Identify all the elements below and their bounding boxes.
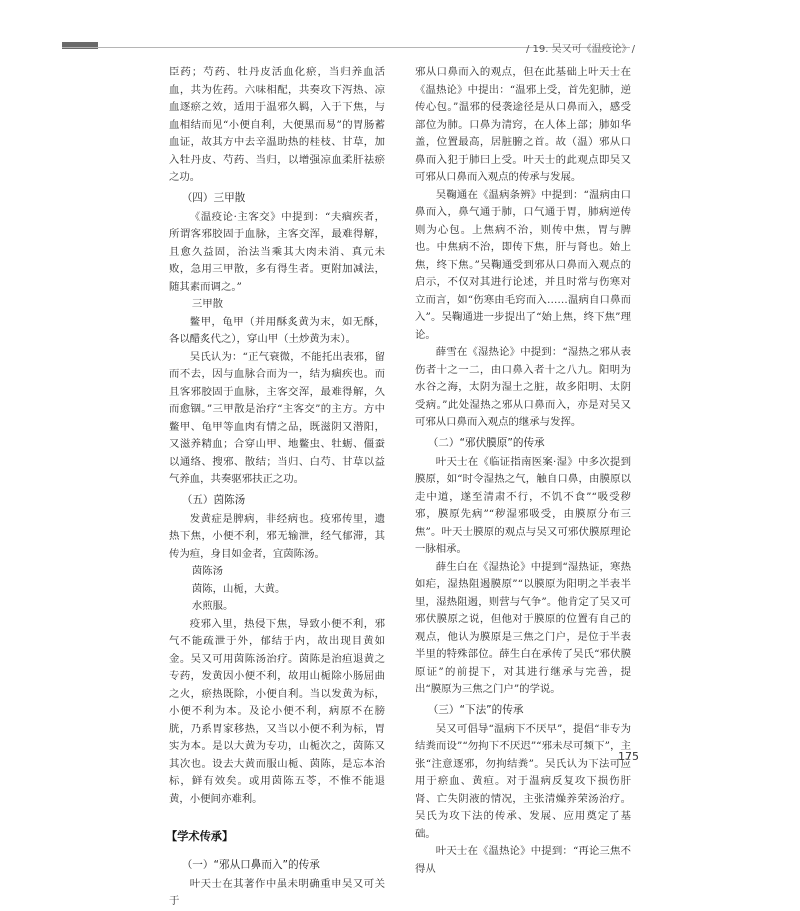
left-column [166,64,385,911]
paragraph: 薛雪在《湿热论》中提到：“湿热之邪从表伤者十之一二，由口鼻入者十之八九。阳明为水谷之海，太阴为湿土之脏，故多阳明、太阴受病。”此处湿热之邪从口鼻而入，亦是对吴又可邪从口鼻而入观点的继承与发挥。 [415,346,631,428]
prescription-name: 三甲散 [191,298,224,310]
prescription-usage: 水煎服。 [191,600,234,612]
paragraph: 吴鞠通在《温病条辨》中提到：“温病由口鼻而入，鼻气通于肺，口气通于胃，肺病逆传则为心包。上焦病不治，则传中焦，胃与脾也。中焦病不治，即传下焦，肝与肾也。始上焦，终下焦。”吴鞠通受到邪从口鼻而入观点的启示，不仅对其进行论述，并且时常与伤寒对立而言，如“伤寒由毛窍而入……温病自口鼻而入”。吴鞠通进一步提出了“始上焦，终下焦”理论。 [415,188,631,341]
section-heading-moyuan: （二）“邪伏膜原”的传承 [427,436,545,449]
paragraph: 臣药；芍药、牡丹皮活血化瘀，当归养血活血，共为佐药。六味相配，共奏攻下泻热、凉血逐瘀之效，适用于温邪久羁，入于下焦，与血相结而见“小便自利，大便黑而易”的胃肠蓄血证，故其方中去辛温助热的桂枝、甘草，加入牡丹皮、芍药、当归，以增强凉血柔肝祛瘀之功。 [169,66,385,183]
section-heading-xiecong: （一）“邪从口鼻而入”的传承 [181,858,320,871]
paragraph: 吴又可倡导“温病下不厌早”，提倡“非专为结粪而设”“勿拘下不厌迟”“邪未尽可频下”，主张“注意逐邪，勿拘结粪”。吴氏认为下法可应用于瘀血、黄疸。对于温病反复攻下损伤肝肾、亡失阴液的情况，主张清燥养荣汤治疗。吴氏为攻下法的传承、发展、应用奠定了基础。 [415,722,631,840]
page-number: 175 [618,750,639,763]
paragraph: 疫邪入里，热侵下焦，导致小便不利，邪气不能疏泄于外，郁结于内，故出现目黄如金。吴又可用茵陈汤治疗。茵陈是治疸退黄之专药，发黄因小便不利，故用山栀除小肠屈曲之火，瘀热既除，小便自利。当以发黄为标，小便不利为本。及论小便不利，病原不在膀胱，乃系胃家移热，又当以小便不利为标，胃实为本。是以大黄为专功，山栀次之，茵陈又其次也。设去大黄而服山栀、茵陈，是忘本治标，鲜有效矣。或用茵陈五苓，不惟不能退黄，小便间亦难利。 [169,617,385,805]
right-column [415,64,631,878]
running-head: / 19. 吴又可《温疫论》/ [526,44,635,55]
paragraph: 邪从口鼻而入的观点，但在此基础上叶天士在《温热论》中提出：“温邪上受，首先犯肺，逆传心包。”温邪的侵袭途径是从口鼻而入，感受部位为肺。口鼻为清窍，在人体上部；肺如华盖，位置最高，居脏腑之首。故（温）邪从口鼻而入犯于肺曰上受。叶天士的此观点即吴又可邪从口鼻而入观点的传承与发展。 [415,66,631,183]
section-heading-yinchen: （五）茵陈汤 [181,493,246,506]
paragraph: 发黄症是脾病，非经病也。疫邪传里，遗热下焦，小便不利，邪无输泄，经气郁滞，其传为疸，身目如金者，宜茵陈汤。 [169,512,385,560]
paragraph: 叶天士在《温热论》中提到：“再论三焦不得从 [415,845,631,875]
paragraph: 《温疫论·主客交》中提到：“夫痼疾者，所谓客邪胶固于血脉，主客交浑，最难得解，且愈久益固，治法当乘其大肉未消、真元未败，急用三甲散，多有得生者。更附加减法，随其素而调之。” [169,210,385,293]
section-heading-sanjia: （四）三甲散 [181,191,246,204]
paragraph: 叶天士在《临证指南医案·湿》中多次提到膜原，如“时令湿热之气，触自口鼻，由膜原以走中道，遂至清肃不行，不饥不食”“吸受秽邪，膜原先病”“秽湿邪吸受，由膜原分布三焦”。叶天士膜原的观点与吴又可邪伏膜原理论一脉相承。 [415,455,631,555]
prescription-body: 茵陈，山栀，大黄。 [191,582,286,595]
paragraph: 薛生白在《湿热论》中提到“湿热证，寒热如疟，湿热阻遏膜原”“以膜原为阳明之半表半里，湿热阻遏，则营与气争”。他肯定了吴又可邪伏膜原之说，但他对于膜原的位置有自己的观点，他认为膜原是三焦之门户，是位于半表半里的特殊部位。薛生白在承传了吴氏“邪伏膜原证”的前提下，对其进行继承与完善，提出“膜原为三焦之门户”的学说。 [415,560,631,695]
paragraph: 吴氏认为：“正气衰微，不能托出表邪，留而不去，因与血脉合而为一，结为痼疾也。而且客邪胶固于血脉，主客交浑，最难得解，久而愈锢。”三甲散是治疗“主客交”的主方。方中鳖甲、龟甲等血肉有情之品，既滋阴又潜阳，又滋养精血；合穿山甲、地鳖虫、牡蛎、僵蚕以通络、搜邪、散结；当归、白芍、甘草以益气养血，共奏驱邪扶正之功。 [169,350,385,485]
prescription-name: 茵陈汤 [191,565,224,577]
paragraph: 叶天士在其著作中虽未明确重申吴又可关于 [169,877,385,907]
chapter-heading-xueshu: 【学术传承】 [166,830,234,843]
prescription-body: 鳖甲，龟甲（并用酥炙黄为末，如无酥，各以醋炙代之），穿山甲（土炒黄为末）。 [169,315,385,345]
section-heading-xiafa: （三）“下法”的传承 [427,703,524,716]
